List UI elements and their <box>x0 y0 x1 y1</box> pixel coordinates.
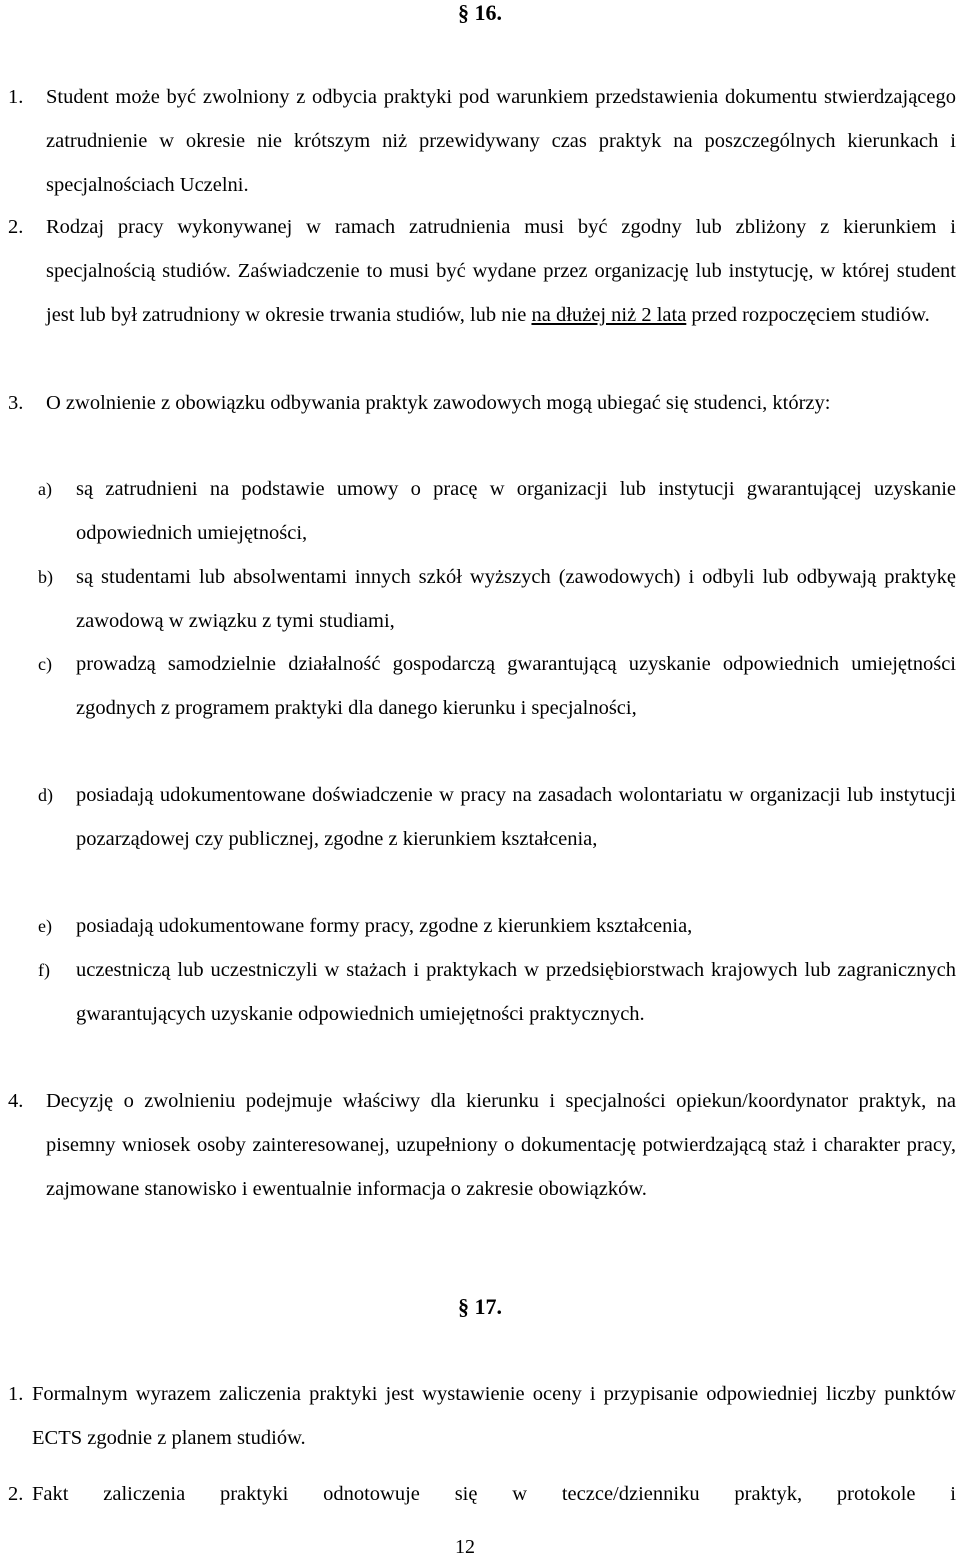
paragraph-text: Formalnym wyrazem zaliczenia praktyki jest wystawienie oceny i przypisanie odpowiedniej liczby punktów ECTS zgodnie z planem studiów. <box>32 1383 956 1449</box>
paragraph-16-1 <box>8 75 956 207</box>
subitem-letter: a) <box>38 479 52 499</box>
paragraph-number: 1. <box>8 86 24 108</box>
subitem-text: posiadają udokumentowane doświadczenie w pracy na zasadach wolontariatu w organizacji lub instytucji pozarządowej czy publicznej, zgodne z kierunkiem kształcenia, <box>76 784 956 850</box>
subitem-d <box>38 773 956 861</box>
paragraph-text: O zwolnienie z obowiązku odbywania praktyk zawodowych mogą ubiegać się studenci, którzy: <box>46 392 831 414</box>
subitem-text: uczestniczą lub uczestniczyli w stażach i praktykach w przedsiębiorstwach krajowych lub zagranicznych gwarantujących uzyskanie odpowiednich umiejętności praktycznych. <box>76 959 956 1025</box>
page-number: 12 <box>455 1536 475 1558</box>
paragraph-17-1 <box>8 1372 956 1460</box>
subitem-text: są zatrudnieni na podstawie umowy o pracę w organizacji lub instytucji gwarantującej uzyskanie odpowiednich umiejętności, <box>76 478 956 544</box>
subitem-text: posiadają udokumentowane formy pracy, zgodne z kierunkiem kształcenia, <box>76 915 693 937</box>
section-heading-16: § 16. <box>458 0 502 25</box>
paragraph-17-2 <box>8 1472 956 1516</box>
subitem-b <box>38 555 956 643</box>
underlined-phrase: na dłużej niż 2 lata <box>531 304 687 326</box>
paragraph-number: 4. <box>8 1090 24 1112</box>
paragraph-number: 2. <box>8 1483 24 1505</box>
paragraph-number: 1. <box>8 1383 24 1405</box>
subitem-c <box>38 642 956 730</box>
paragraph-text: Fakt zaliczenia praktyki odnotowuje się w teczce/dzienniku praktyk, protokole i <box>32 1483 956 1505</box>
paragraph-number: 3. <box>8 392 24 414</box>
subitem-letter: c) <box>38 654 52 674</box>
paragraph-16-4 <box>8 1079 956 1211</box>
subitem-text: prowadzą samodzielnie działalność gospodarczą gwarantującą uzyskanie odpowiednich umiejętności zgodnych z programem praktyki dla danego kierunku i specjalności, <box>76 653 956 719</box>
paragraph-16-3 <box>8 381 956 425</box>
subitem-e <box>38 904 956 948</box>
subitem-text: są studentami lub absolwentami innych szkół wyższych (zawodowych) i odbyli lub odbywają praktykę zawodową w związku z tymi studiami, <box>76 566 956 632</box>
section-heading-17: § 17. <box>458 1294 502 1319</box>
subitem-letter: b) <box>38 567 53 587</box>
subitem-letter: f) <box>38 960 50 980</box>
paragraph-text: Student może być zwolniony z odbycia praktyki pod warunkiem przedstawienia dokumentu stwierdzającego zatrudnienie w okresie nie krótszym niż przewidywany czas praktyk na poszczególnych kierunkach i specjalnościach Uczelni. <box>46 86 956 196</box>
paragraph-number: 2. <box>8 216 24 238</box>
subitem-a <box>38 467 956 555</box>
paragraph-text-part: Rodzaj pracy wykonywanej w ramach zatrudnienia musi być zgodny lub zbliżony z kierunkiem i specjalnością studiów. Zaświadczenie to musi być wydane przez organizację lub instytucję, w której student jest lub był zatrudniony w okresie trwania studiów, lub nie <box>46 216 956 326</box>
paragraph-text-part: przed rozpoczęciem studiów. <box>686 304 930 326</box>
paragraph-text <box>46 205 956 337</box>
subitem-letter: d) <box>38 785 53 805</box>
paragraph-16-2 <box>8 205 956 337</box>
subitem-f <box>38 948 956 1036</box>
paragraph-text: Decyzję o zwolnieniu podejmuje właściwy dla kierunku i specjalności opiekun/koordynator praktyk, na pisemny wniosek osoby zainteresowanej, uzupełniony o dokumentację potwierdzającą staż i charakter pracy, zajmowane stanowisko i ewentualnie informacja o zakresie obowiązków. <box>46 1090 956 1200</box>
subitem-letter: e) <box>38 916 52 936</box>
